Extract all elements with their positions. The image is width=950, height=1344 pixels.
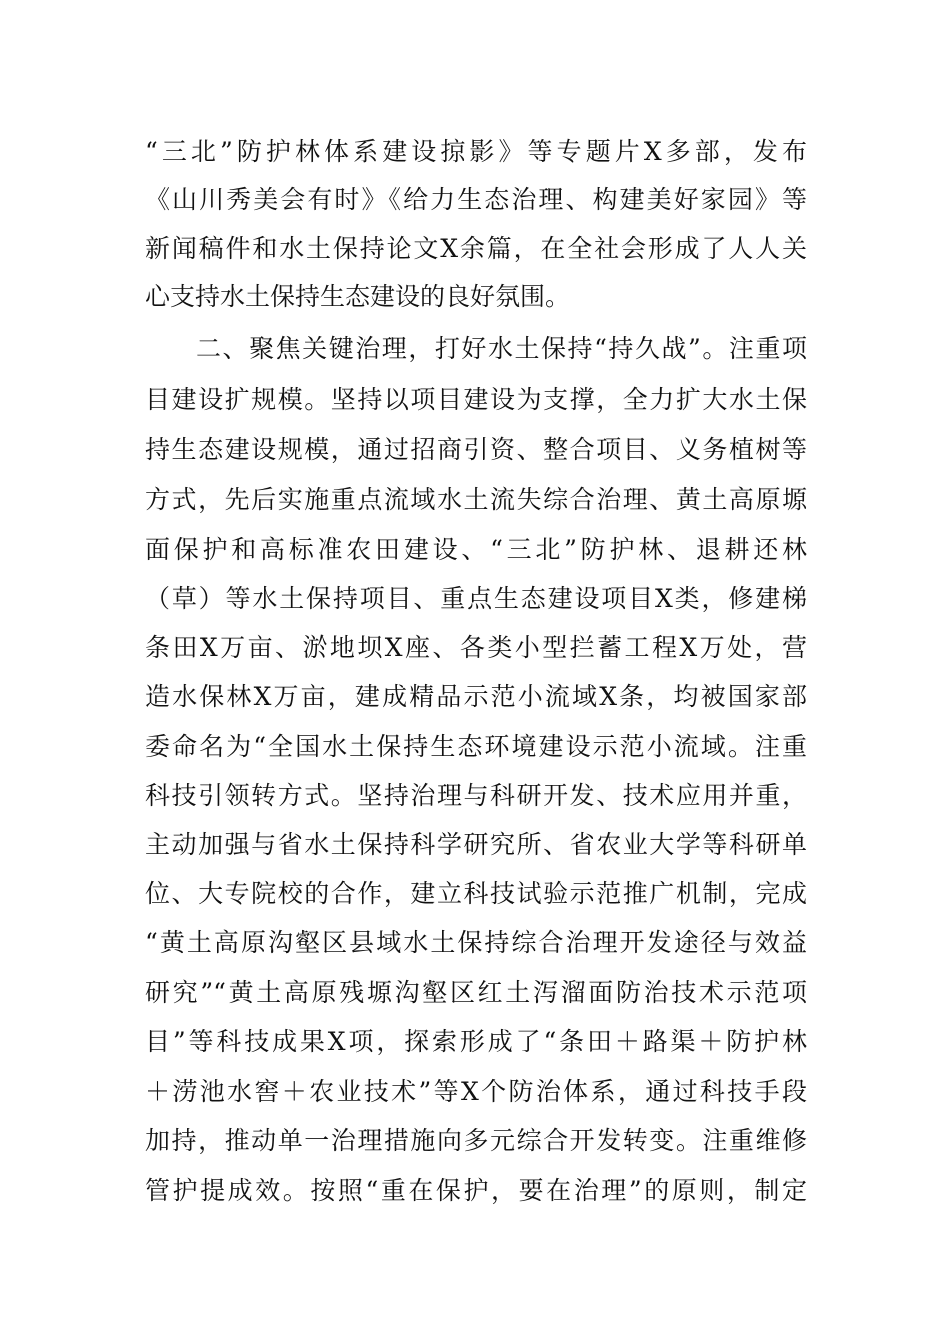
text-line: 造水保林X万亩，建成精品示范小流域X条，均被国家部 <box>145 682 807 711</box>
text-line: （草）等水土保持项目、重点生态建设项目X类，修建梯 <box>145 584 807 613</box>
text-line: 目”等科技成果X项，探索形成了“条田＋路渠＋防护林 <box>145 1027 807 1056</box>
text-line: ＋涝池水窖＋农业技术”等X个防治体系，通过科技手段 <box>145 1077 807 1106</box>
text-line: 《山川秀美会有时》《给力生态治理、构建美好家园》等 <box>145 185 807 214</box>
text-line: 持生态建设规模，通过招商引资、整合项目、义务植树等 <box>145 435 807 464</box>
text-line: 委命名为“全国水土保持生态环境建设示范小流域。注重 <box>145 732 807 761</box>
text-line: 科技引领转方式。坚持治理与科研开发、技术应用并重， <box>145 781 807 810</box>
text-line: 主动加强与省水土保持科学研究所、省农业大学等科研单 <box>145 830 807 859</box>
text-line: 研究”“黄土高原残塬沟壑区红土泻溜面防治技术示范项 <box>145 978 807 1007</box>
text-line: 位、大专院校的合作，建立科技试验示范推广机制，完成 <box>145 879 807 908</box>
paragraph-start-line: 二、聚焦关键治理，打好水土保持“持久战”。注重项 <box>196 334 807 363</box>
text-line: 方式，先后实施重点流域水土流失综合治理、黄土高原塬 <box>145 485 807 514</box>
text-line: 目建设扩规模。坚持以项目建设为支撑，全力扩大水土保 <box>145 385 807 414</box>
text-line: 条田X万亩、淤地坝X座、各类小型拦蓄工程X万处，营 <box>145 633 807 662</box>
text-line: “三北”防护林体系建设掠影》等专题片X多部，发布 <box>145 137 807 166</box>
text-line: 新闻稿件和水土保持论文X余篇，在全社会形成了人人关 <box>145 234 807 263</box>
text-line: “黄土高原沟壑区县域水土保持综合治理开发途径与效益 <box>145 928 807 957</box>
text-line: 心支持水土保持生态建设的良好氛围。 <box>145 282 571 311</box>
text-line: 管护提成效。按照“重在保护，要在治理”的原则，制定 <box>145 1176 807 1205</box>
text-line: 加持，推动单一治理措施向多元综合开发转变。注重维修 <box>145 1126 807 1155</box>
text-line: 面保护和高标准农田建设、“三北”防护林、退耕还林 <box>145 535 807 564</box>
